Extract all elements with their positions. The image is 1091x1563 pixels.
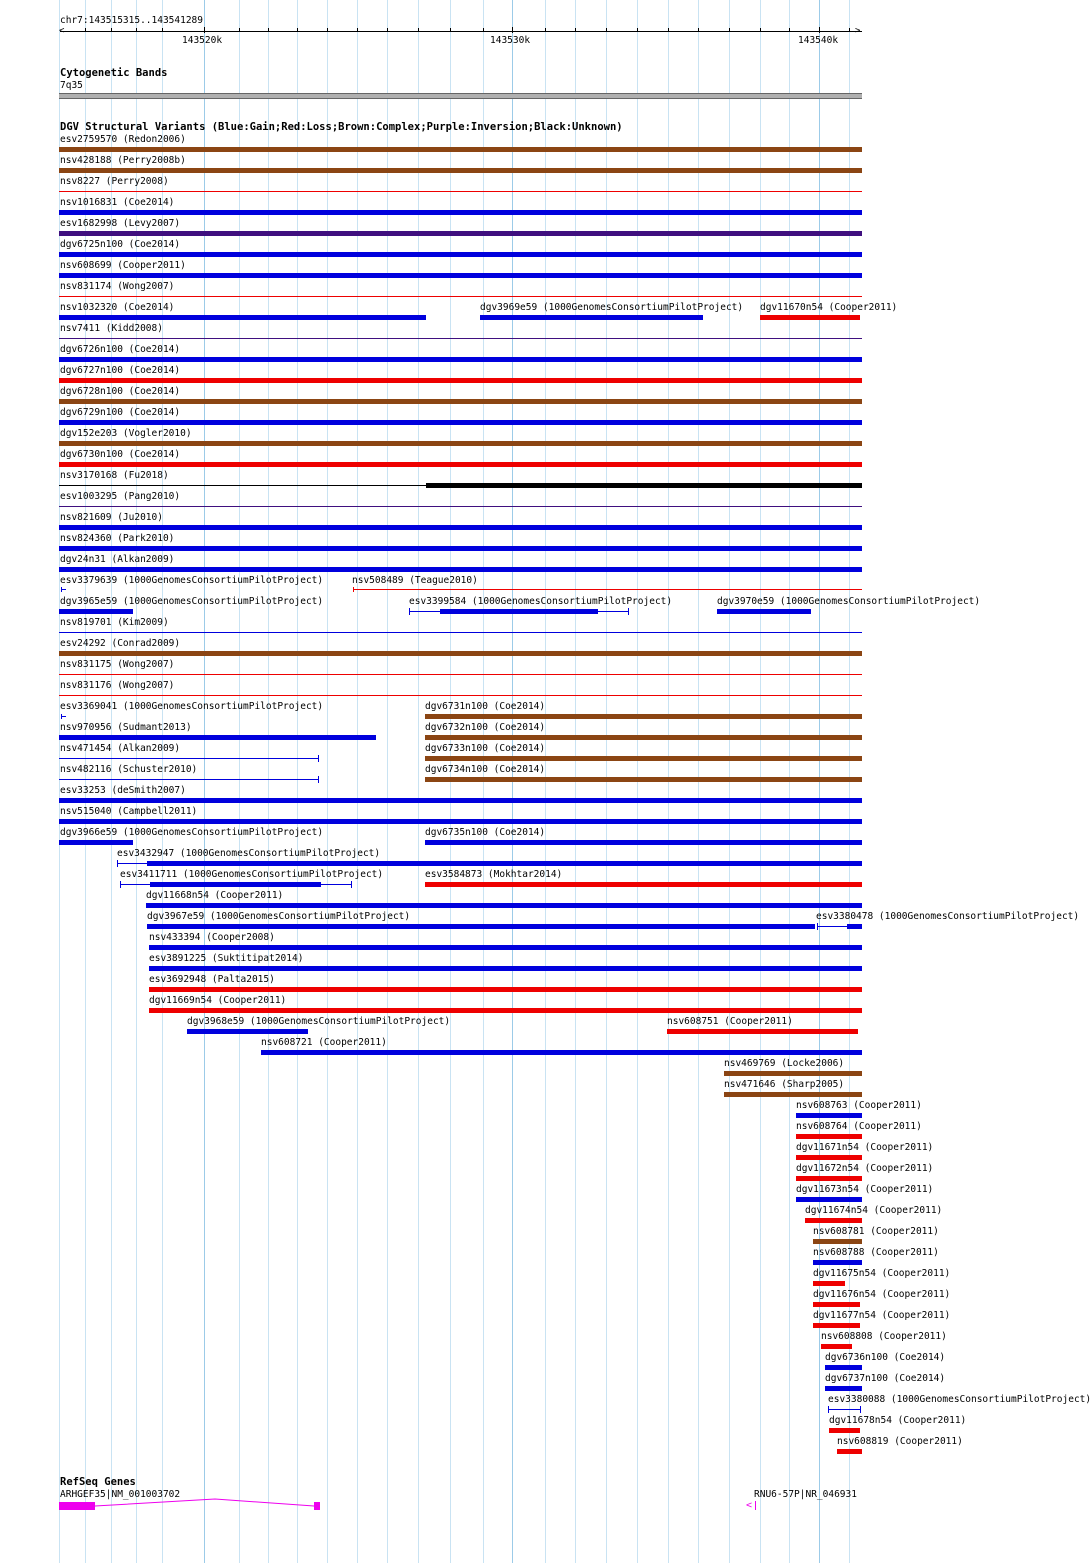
ruler-major-tick (819, 27, 820, 33)
ruler-tick-label: 143540k (798, 35, 839, 46)
variant-bar-gain[interactable] (59, 420, 862, 425)
ruler-tick (698, 28, 699, 32)
feature-label[interactable]: esv3380088 (1000GenomesConsortiumPilotProject) (828, 1394, 1091, 1405)
variant-bar-loss[interactable] (796, 1134, 862, 1139)
variant-line-gain[interactable] (828, 1409, 861, 1410)
gene-label[interactable]: RNU6-57P|NR_046931 (754, 1489, 857, 1500)
feature-label[interactable]: nsv8227 (Perry2008) (60, 176, 169, 187)
feature-label[interactable]: nsv821609 (Ju2010) (60, 512, 163, 523)
variant-bar-loss[interactable] (813, 1302, 860, 1307)
feature-label[interactable]: dgv6729n100 (Coe2014) (60, 407, 181, 418)
variant-line-loss[interactable] (353, 589, 862, 590)
feature-label[interactable]: dgv3970e59 (1000GenomesConsortiumPilotProject) (717, 596, 981, 607)
variant-bar-loss[interactable] (805, 1218, 862, 1223)
ruler-tick (85, 28, 86, 32)
feature-label[interactable]: dgv24n31 (Alkan2009) (60, 554, 175, 565)
variant-bar-gain[interactable] (149, 966, 862, 971)
variant-bar-gain[interactable] (480, 315, 703, 320)
feature-label[interactable]: esv3584873 (Mokhtar2014) (425, 869, 563, 880)
feature-label[interactable]: nsv831175 (Wong2007) (60, 659, 175, 670)
ruler-tick (387, 28, 388, 32)
variant-line-gain[interactable] (117, 863, 147, 864)
feature-label[interactable]: dgv6726n100 (Coe2014) (60, 344, 181, 355)
variant-bar-complex[interactable] (813, 1239, 862, 1244)
variant-bar-complex[interactable] (425, 756, 862, 761)
variant-bar-gain[interactable] (59, 273, 862, 278)
ruler-tick (668, 28, 669, 32)
track-title-refseq[interactable]: RefSeq Genes (60, 1476, 136, 1488)
variant-bar-complex[interactable] (425, 735, 862, 740)
feature-label[interactable]: nsv515040 (Campbell2011) (60, 806, 198, 817)
variant-bar-complex[interactable] (724, 1092, 862, 1097)
ruler-tick (575, 28, 576, 32)
variant-tick-gain[interactable] (351, 881, 352, 888)
feature-label[interactable]: dgv6733n100 (Coe2014) (425, 743, 546, 754)
variant-bar-gain[interactable] (59, 357, 862, 362)
ruler-line (60, 31, 862, 32)
variant-bar-gain[interactable] (261, 1050, 862, 1055)
ruler-tick (418, 28, 419, 32)
feature-label[interactable]: dgv11669n54 (Cooper2011) (149, 995, 287, 1006)
variant-bar-loss[interactable] (59, 378, 862, 383)
variant-bar-gain[interactable] (813, 1260, 862, 1265)
feature-label[interactable]: esv3380478 (1000GenomesConsortiumPilotProject) (816, 911, 1080, 922)
variant-line-gain[interactable] (59, 758, 319, 759)
variant-line-loss[interactable] (59, 191, 862, 192)
variant-bar-gain[interactable] (825, 1365, 862, 1370)
gene-intron-line[interactable] (95, 1498, 315, 1510)
feature-label[interactable]: dgv3968e59 (1000GenomesConsortiumPilotProject) (187, 1016, 451, 1027)
feature-label[interactable]: dgv6725n100 (Coe2014) (60, 239, 181, 250)
gene-exon[interactable] (59, 1502, 95, 1510)
variant-bar-gain[interactable] (147, 861, 862, 866)
feature-label[interactable]: dgv11678n54 (Cooper2011) (829, 1415, 967, 1426)
variant-line-loss[interactable] (59, 296, 862, 297)
ruler-tick (760, 28, 761, 32)
ruler-tick (239, 28, 240, 32)
ruler-tick (789, 28, 790, 32)
variant-bar-gain[interactable] (59, 546, 862, 551)
feature-label[interactable]: nsv469769 (Locke2006) (724, 1058, 845, 1069)
variant-bar-complex[interactable] (425, 714, 862, 719)
feature-label[interactable]: nsv831176 (Wong2007) (60, 680, 175, 691)
variant-line-inversion[interactable] (59, 506, 862, 507)
ruler-right-arrow-icon: > (855, 26, 861, 36)
feature-label[interactable]: dgv3969e59 (1000GenomesConsortiumPilotProject) (480, 302, 744, 313)
cytoband-bar[interactable] (59, 93, 862, 99)
variant-bar-complex[interactable] (59, 651, 862, 656)
ruler-tick (357, 28, 358, 32)
feature-label[interactable]: nsv433394 (Cooper2008) (149, 932, 275, 943)
variant-bar-loss[interactable] (667, 1029, 858, 1034)
feature-label[interactable]: esv2759570 (Redon2006) (60, 134, 186, 145)
variant-bar-gain[interactable] (59, 609, 133, 614)
variant-bar-loss[interactable] (829, 1428, 860, 1433)
feature-label[interactable]: nsv608788 (Cooper2011) (813, 1247, 939, 1258)
feature-label[interactable]: dgv11671n54 (Cooper2011) (796, 1142, 934, 1153)
feature-label[interactable]: dgv11668n54 (Cooper2011) (146, 890, 284, 901)
feature-label[interactable]: dgv11674n54 (Cooper2011) (805, 1205, 943, 1216)
variant-bar-loss[interactable] (796, 1176, 862, 1181)
ruler-tick-label: 143520k (182, 35, 223, 46)
variant-tick-gain[interactable] (61, 587, 62, 592)
feature-label[interactable]: nsv508489 (Teague2010) (352, 575, 478, 586)
ruler-tick (268, 28, 269, 32)
variant-bar-inversion[interactable] (59, 231, 862, 236)
variant-bar-gain[interactable] (825, 1386, 862, 1391)
variant-bar-complex[interactable] (724, 1071, 862, 1076)
variant-bar-unknown[interactable] (426, 483, 862, 488)
variant-line-loss[interactable] (59, 674, 862, 675)
variant-tick-gain[interactable] (120, 881, 121, 888)
feature-label[interactable]: dgv6736n100 (Coe2014) (825, 1352, 946, 1363)
feature-label[interactable]: nsv608763 (Cooper2011) (796, 1100, 922, 1111)
feature-label[interactable]: nsv819701 (Kim2009) (60, 617, 169, 628)
variant-bar-complex[interactable] (59, 441, 862, 446)
variant-tick-gain[interactable] (318, 776, 319, 783)
variant-bar-loss[interactable] (813, 1281, 845, 1286)
variant-line-gain[interactable] (59, 779, 319, 780)
variant-tick-gain[interactable] (817, 923, 818, 930)
feature-label[interactable]: esv3432947 (1000GenomesConsortiumPilotProject) (117, 848, 381, 859)
variant-bar-gain[interactable] (440, 609, 598, 614)
variant-bar-gain[interactable] (59, 252, 862, 257)
feature-label[interactable]: nsv482116 (Schuster2010) (60, 764, 198, 775)
variant-bar-gain[interactable] (59, 840, 133, 845)
ruler-tick (111, 28, 112, 32)
variant-bar-loss[interactable] (425, 882, 862, 887)
region-label: chr7:143515315..143541289 (60, 15, 203, 26)
feature-label[interactable]: dgv6734n100 (Coe2014) (425, 764, 546, 775)
variant-bar-gain[interactable] (796, 1197, 862, 1202)
variant-bar-gain[interactable] (425, 840, 862, 845)
variant-bar-loss[interactable] (760, 315, 860, 320)
variant-bar-gain[interactable] (147, 924, 815, 929)
variant-bar-gain[interactable] (149, 945, 862, 950)
variant-bar-gain[interactable] (59, 210, 862, 215)
feature-label[interactable]: dgv6732n100 (Coe2014) (425, 722, 546, 733)
ruler-tick (483, 28, 484, 32)
feature-label[interactable]: esv3369041 (1000GenomesConsortiumPilotProject) (60, 701, 324, 712)
feature-label[interactable]: dgv11675n54 (Cooper2011) (813, 1268, 951, 1279)
ruler-left-arrow-icon: < (59, 26, 65, 36)
variant-bar-gain[interactable] (796, 1113, 862, 1118)
ruler-tick (545, 28, 546, 32)
feature-label[interactable]: nsv608781 (Cooper2011) (813, 1226, 939, 1237)
ruler-major-tick (512, 27, 513, 33)
variant-tick-gain[interactable] (318, 755, 319, 762)
feature-label[interactable]: esv24292 (Conrad2009) (60, 638, 181, 649)
ruler-tick (606, 28, 607, 32)
feature-label[interactable]: nsv428188 (Perry2008b) (60, 155, 186, 166)
variant-tick-gain[interactable] (860, 1406, 861, 1413)
feature-label[interactable]: dgv11677n54 (Cooper2011) (813, 1310, 951, 1321)
gene-exon[interactable] (314, 1502, 320, 1510)
variant-bar-loss[interactable] (59, 462, 862, 467)
variant-bar-complex[interactable] (59, 147, 862, 152)
feature-label[interactable]: esv33253 (deSmith2007) (60, 785, 186, 796)
variant-line-gain[interactable] (59, 632, 862, 633)
ruler-tick (162, 28, 163, 32)
feature-label[interactable]: esv3411711 (1000GenomesConsortiumPilotProject) (120, 869, 384, 880)
variant-line-inversion[interactable] (59, 338, 862, 339)
ruler-tick-label: 143530k (490, 35, 531, 46)
variant-bar-gain[interactable] (59, 819, 862, 824)
feature-label[interactable]: dgv6737n100 (Coe2014) (825, 1373, 946, 1384)
feature-label[interactable]: dgv6730n100 (Coe2014) (60, 449, 181, 460)
variant-bar-complex[interactable] (59, 399, 862, 404)
gene-label[interactable]: ARHGEF35|NM_001003702 (60, 1489, 181, 1500)
feature-label[interactable]: esv1003295 (Pang2010) (60, 491, 181, 502)
feature-label[interactable]: dgv11673n54 (Cooper2011) (796, 1184, 934, 1195)
feature-label[interactable]: esv3399584 (1000GenomesConsortiumPilotProject) (409, 596, 673, 607)
feature-label[interactable]: dgv152e203 (Vogler2010) (60, 428, 192, 439)
variant-bar-loss[interactable] (813, 1323, 860, 1328)
feature-label[interactable]: dgv11676n54 (Cooper2011) (813, 1289, 951, 1300)
variant-bar-gain[interactable] (59, 735, 376, 740)
feature-label[interactable]: nsv608764 (Cooper2011) (796, 1121, 922, 1132)
variant-bar-loss[interactable] (149, 1008, 862, 1013)
feature-label[interactable]: nsv471646 (Sharp2005) (724, 1079, 845, 1090)
feature-label[interactable]: dgv11670n54 (Cooper2011) (760, 302, 898, 313)
variant-tick-loss[interactable] (353, 587, 354, 592)
variant-tick-gain[interactable] (628, 608, 629, 615)
variant-tick-gain[interactable] (409, 608, 410, 615)
ruler-tick (327, 28, 328, 32)
variant-tick-gain[interactable] (61, 714, 62, 719)
feature-label[interactable]: nsv7411 (Kidd2008) (60, 323, 163, 334)
feature-label[interactable]: dgv3965e59 (1000GenomesConsortiumPilotProject) (60, 596, 324, 607)
variant-bar-gain[interactable] (59, 798, 862, 803)
variant-bar-loss[interactable] (149, 987, 862, 992)
feature-label[interactable]: dgv3966e59 (1000GenomesConsortiumPilotProject) (60, 827, 324, 838)
variant-bar-gain[interactable] (59, 567, 862, 572)
feature-label[interactable]: nsv608751 (Cooper2011) (667, 1016, 793, 1027)
track-title-cytoband[interactable]: Cytogenetic Bands (60, 67, 168, 79)
variant-tick-gain[interactable] (117, 860, 118, 867)
feature-label[interactable]: nsv970956 (Sudmant2013) (60, 722, 192, 733)
feature-label[interactable]: dgv6728n100 (Coe2014) (60, 386, 181, 397)
gene-exon[interactable] (755, 1501, 756, 1510)
feature-label[interactable]: esv1682998 (Levy2007) (60, 218, 181, 229)
variant-bar-complex[interactable] (425, 777, 862, 782)
feature-label[interactable]: dgv3967e59 (1000GenomesConsortiumPilotProject) (147, 911, 411, 922)
variant-line-unknown[interactable] (59, 485, 426, 486)
feature-label[interactable]: nsv824360 (Park2010) (60, 533, 175, 544)
variant-bar-complex[interactable] (59, 168, 862, 173)
feature-label[interactable]: dgv6727n100 (Coe2014) (60, 365, 181, 376)
feature-label[interactable]: nsv831174 (Wong2007) (60, 281, 175, 292)
ruler-tick (450, 28, 451, 32)
ruler-tick (136, 28, 137, 32)
variant-bar-loss[interactable] (796, 1155, 862, 1160)
variant-bar-loss[interactable] (837, 1449, 862, 1454)
feature-label[interactable]: nsv1032320 (Coe2014) (60, 302, 175, 313)
gene-strand-arrow-icon[interactable]: < (746, 1500, 753, 1511)
feature-label[interactable]: dgv11672n54 (Cooper2011) (796, 1163, 934, 1174)
variant-tick-gain[interactable] (828, 1406, 829, 1413)
feature-label[interactable]: dgv6735n100 (Coe2014) (425, 827, 546, 838)
variant-bar-loss[interactable] (821, 1344, 852, 1349)
variant-bar-gain[interactable] (717, 609, 811, 614)
feature-label[interactable]: nsv608699 (Cooper2011) (60, 260, 186, 271)
feature-label[interactable]: nsv1016831 (Coe2014) (60, 197, 175, 208)
feature-label[interactable]: nsv3170168 (Fu2018) (60, 470, 169, 481)
ruler-major-tick (204, 27, 205, 33)
variant-bar-gain[interactable] (847, 924, 862, 929)
track-title-dgv[interactable]: DGV Structural Variants (Blue:Gain;Red:Loss;Brown:Complex;Purple:Inversion;Black:Unknown) (60, 121, 623, 133)
cytoband-label: 7q35 (60, 80, 83, 91)
ruler-tick (297, 28, 298, 32)
ruler-tick (849, 28, 850, 32)
variant-bar-gain[interactable] (59, 315, 426, 320)
feature-label[interactable]: nsv608819 (Cooper2011) (837, 1436, 963, 1447)
ruler-tick (637, 28, 638, 32)
variant-bar-gain[interactable] (146, 903, 862, 908)
feature-label[interactable]: esv3379639 (1000GenomesConsortiumPilotProject) (60, 575, 324, 586)
variant-bar-gain[interactable] (150, 882, 321, 887)
feature-label[interactable]: dgv6731n100 (Coe2014) (425, 701, 546, 712)
variant-line-loss[interactable] (59, 695, 862, 696)
feature-label[interactable]: esv3692948 (Palta2015) (149, 974, 275, 985)
ruler-tick (729, 28, 730, 32)
feature-label[interactable]: nsv608721 (Cooper2011) (261, 1037, 387, 1048)
variant-bar-gain[interactable] (59, 525, 862, 530)
feature-label[interactable]: esv3891225 (Suktitipat2014) (149, 953, 304, 964)
feature-label[interactable]: nsv608808 (Cooper2011) (821, 1331, 947, 1342)
variant-bar-gain[interactable] (187, 1029, 308, 1034)
feature-label[interactable]: nsv471454 (Alkan2009) (60, 743, 181, 754)
